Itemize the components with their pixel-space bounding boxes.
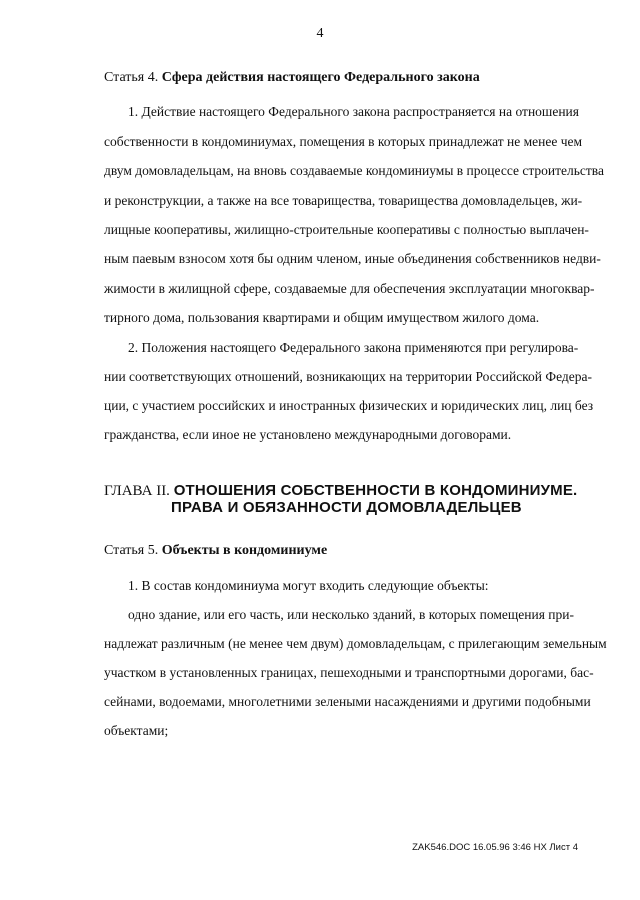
text-line: одно здание, или его часть, или несколько зданий, в которых помещения при- (128, 607, 574, 622)
article-4-heading (104, 70, 480, 86)
chapter-2-prefix: ГЛАВА II. (104, 483, 174, 499)
text-line: двум домовладельцам, на вновь создаваемые кондоминиумы в процессе строительства (104, 163, 604, 178)
text-line: 1. Действие настоящего Федерального закона распространяется на отношения (128, 104, 579, 119)
article-5-heading (104, 543, 327, 559)
text-line: ным паевым взносом хотя бы одним членом, иные объединения собственников недви- (104, 251, 601, 266)
chapter-2-title-2: ПРАВА И ОБЯЗАННОСТИ ДОМОВЛАДЕЛЬЦЕВ (171, 499, 522, 516)
text-line: нии соответствующих отношений, возникающих на территории Российской Федера- (104, 369, 592, 384)
chapter-2-line-1 (104, 482, 577, 500)
text-line: лищные кооперативы, жилищно-строительные кооперативы с полностью выплачен- (104, 222, 589, 237)
text-line: участком в установленных границах, пешеходными и транспортными дорогами, бас- (104, 665, 594, 680)
text-line: 2. Положения настоящего Федерального закона применяются при регулирова- (128, 340, 579, 355)
document-footer: ZAK546.DOC 16.05.96 3:46 НХ Лист 4 (412, 842, 578, 853)
chapter-2-title-1: ОТНОШЕНИЯ СОБСТВЕННОСТИ В КОНДОМИНИУМЕ. (173, 482, 578, 499)
page-number: 4 (316, 26, 324, 41)
article-4-prefix: Статья 4. (104, 70, 162, 85)
article-5-prefix: Статья 5. (104, 543, 162, 558)
text-line: гражданства, если иное не установлено международными договорами. (104, 427, 512, 442)
text-line: тирного дома, пользования квартирами и общим имуществом жилого дома. (104, 310, 540, 325)
text-line: сейнами, водоемами, многолетними зелеными насаждениями и другими подобными (104, 694, 591, 709)
article-5-title: Объекты в кондоминиуме (161, 543, 328, 558)
text-line: жимости в жилищной сфере, создаваемые для обеспечения эксплуатации многоквар- (104, 281, 595, 296)
text-line: надлежат различным (не менее чем двум) домовладельцам, с прилегающим земельным (104, 636, 607, 651)
article-4-title: Сфера действия настоящего Федерального закона (161, 70, 480, 85)
text-line: и реконструкции, а также на все товарищества, товарищества домовладельцев, жи- (104, 193, 583, 208)
text-line: объектами; (104, 723, 169, 738)
chapter-2-line-2 (171, 499, 522, 517)
text-line: ции, с участием российских и иностранных физических и юридических лиц, лиц без (104, 398, 594, 413)
article-5-paragraph-1: 1. В состав кондоминиума могут входить следующие объекты: (128, 578, 489, 593)
text-line: собственности в кондоминиумах, помещения в которых принадлежат не менее чем (104, 134, 583, 149)
